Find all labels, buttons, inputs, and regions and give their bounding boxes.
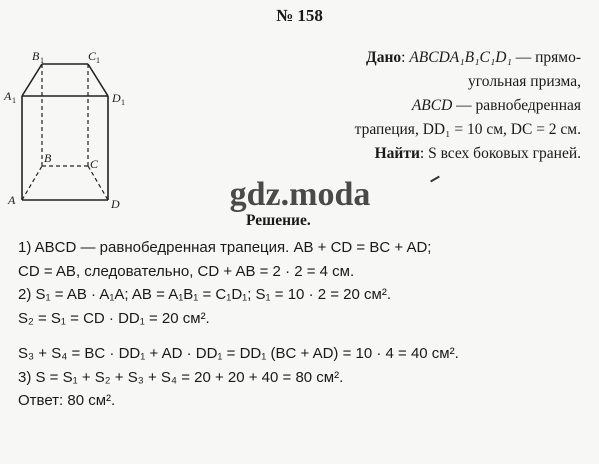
edge-cd bbox=[88, 166, 108, 200]
svg-text:1: 1 bbox=[96, 56, 100, 65]
answer-line: Ответ: 80 см². bbox=[18, 392, 116, 409]
label-d: D bbox=[111, 197, 120, 211]
edge-c1d1 bbox=[88, 64, 108, 96]
edge-ab bbox=[22, 166, 42, 200]
svg-text:1: 1 bbox=[40, 56, 44, 65]
problem-number: № 158 bbox=[276, 6, 323, 25]
edge-a1b1 bbox=[22, 64, 42, 96]
svg-text:1: 1 bbox=[12, 96, 16, 105]
label-b1: B bbox=[32, 49, 40, 63]
given-base-name: ABCD bbox=[411, 97, 453, 114]
solution-line-6: 3) S = S₁ + S₂ + S₃ + S₄ = 20 + 20 + 40 = 80 см². bbox=[18, 368, 344, 386]
solution-line-1: 1) ABCD — равнобедренная трапеция. AB + CD = BC + AD; bbox=[18, 239, 432, 256]
given-block bbox=[281, 46, 581, 166]
label-a: A bbox=[8, 193, 16, 207]
watermark-logo: gdz.moda bbox=[229, 176, 371, 213]
given-line1-rest: — прямо- bbox=[511, 49, 581, 66]
given-figure-name: ABCDA₁B₁C₁D₁ bbox=[409, 49, 512, 66]
given-line-4: трапеция, DD₁ = 10 см, DC = 2 см. bbox=[354, 121, 581, 138]
prism-figure bbox=[0, 40, 140, 220]
pen-mark bbox=[430, 176, 440, 183]
label-a1: A bbox=[4, 89, 12, 103]
given-label: Дано bbox=[366, 49, 402, 66]
spacer bbox=[18, 330, 588, 342]
svg-text:1: 1 bbox=[121, 98, 125, 107]
solution-heading: Решение. bbox=[246, 212, 311, 229]
find-text: : S всех боковых граней. bbox=[419, 145, 581, 162]
label-d1: D bbox=[112, 91, 121, 105]
find-line bbox=[281, 142, 581, 166]
given-line3-rest: — равнобедренная bbox=[452, 97, 581, 114]
solution-lines bbox=[18, 236, 588, 413]
solution-line-2: CD = AB, следовательно, CD + AB = 2 · 2 = 4 см. bbox=[18, 262, 355, 280]
label-c1: C bbox=[88, 49, 97, 63]
find-label: Найти bbox=[374, 145, 420, 162]
solution-line-5: S₃ + S₄ = BC · DD₁ + AD · DD₁ = DD₁ (BC + AD) = 10 · 4 = 40 см². bbox=[18, 345, 459, 362]
label-c: C bbox=[90, 157, 99, 171]
solution-line-3: 2) S₁ = AB · A₁A; AB = A₁B₁ = C₁D₁; S₁ = 10 · 2 = 20 см². bbox=[18, 286, 391, 303]
given-line-1: Дано: ABCDA₁B₁C₁D₁ — прямо- bbox=[366, 49, 581, 66]
solution-line-4: S₂ = S₁ = CD · DD₁ = 20 см². bbox=[18, 309, 210, 327]
label-b: B bbox=[44, 151, 52, 165]
given-line-3 bbox=[281, 94, 581, 118]
given-line-2: угольная призма, bbox=[468, 73, 581, 90]
